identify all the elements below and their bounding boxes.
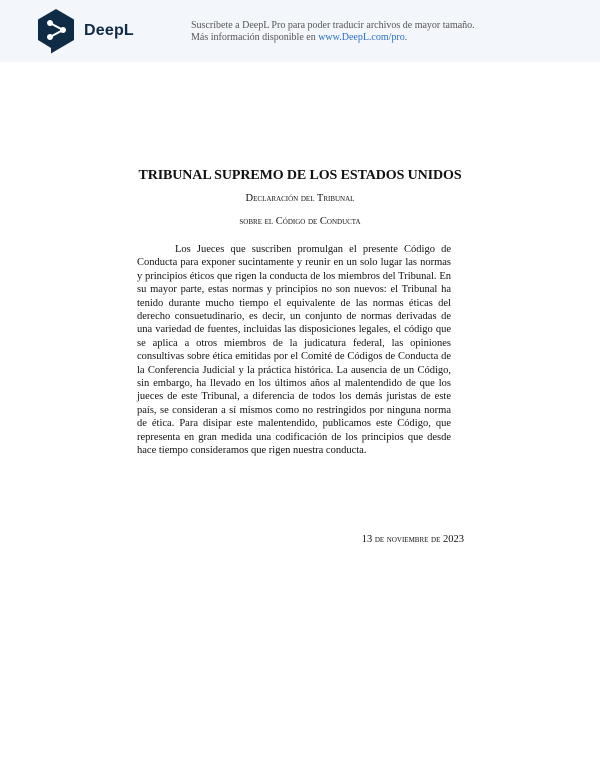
document-subtitle-1: Declaración del Tribunal: [245, 193, 355, 204]
promo-line-1: Suscríbete a DeepL Pro para poder traducir archivos de mayor tamaño.: [191, 20, 475, 31]
date-day: 13: [361, 534, 375, 545]
logo-text: DeepL: [84, 22, 134, 39]
document-subtitle-2: sobre el Código de Conducta: [239, 216, 361, 227]
deepl-logo-icon: [36, 8, 76, 54]
date-year: 2023: [440, 534, 464, 545]
deepl-banner: [0, 0, 600, 62]
deepl-pro-link[interactable]: www.DeepL.com/pro: [318, 32, 405, 43]
date-month: de noviembre de: [374, 534, 441, 545]
pro-promo-message: [191, 20, 475, 44]
document-date: [362, 534, 464, 545]
promo-line-2-suffix: .: [404, 32, 408, 43]
document-body-paragraph: Los Jueces que suscriben promulgan el presente Código de Conducta para exponer sucintamente y reunir en un solo lugar las normas y principios éticos que rigen la conducta de los miembros del Tribunal. En su mayor parte, estas normas y principios no son nuevos: el Tribunal ha tenido durante mucho tiempo el equivalente de las normas éticas del derecho consuetudinario, es decir, un conjunto de normas derivadas de una variedad de fuentes, incluidas las disposiciones legales, el código que se aplica a otros miembros de la judicatura federal, las opiniones consultivas sobre ética emitidas por el Comité de Códigos de Conducta de la Conferencia Judicial y la práctica histórica. La ausencia de un Código, sin embargo, ha llevado en los últimos años al malentendido de que los jueces de este Tribunal, a diferencia de todos los demás juristas de este país, se consideran a sí mismos como no restringidos por ninguna norma de ética. Para disipar este malentendido, publicamos este Código, que representa en gran medida una codificación de los principios que desde hace tiempo consideramos que rigen nuestra conducta.: [137, 244, 451, 457]
promo-line-2-prefix: Más información disponible en: [191, 32, 319, 43]
promo-line-2: [191, 32, 475, 44]
document-title: TRIBUNAL SUPREMO DE LOS ESTADOS UNIDOS: [138, 168, 462, 183]
deepl-logo[interactable]: [36, 7, 134, 55]
